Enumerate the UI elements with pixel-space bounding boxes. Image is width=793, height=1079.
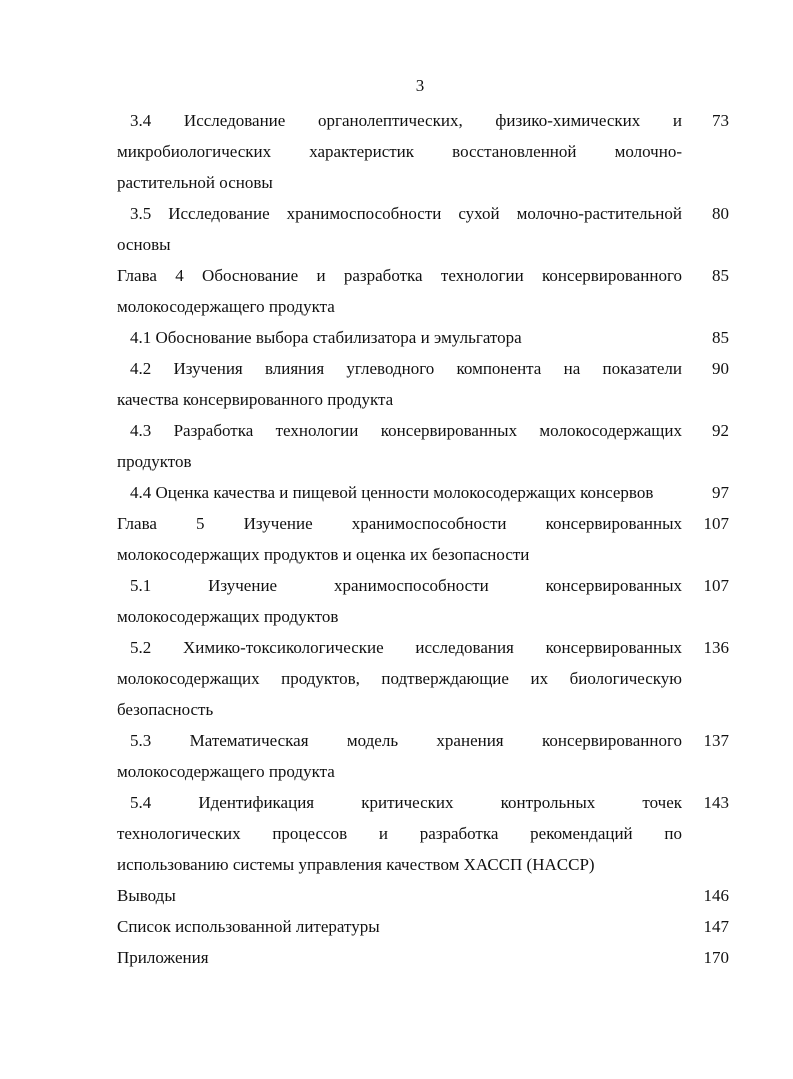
toc-entry-line: 3.5 Исследование хранимоспособности сухой молочно-растительной [130, 204, 682, 223]
toc-entry-page: 143 [703, 793, 729, 812]
toc-entry-line: молокосодержащих продуктов и оценка их безопасности [117, 545, 530, 564]
toc-entry-line: 4.3 Разработка технологии консервированных молокосодержащих [130, 421, 682, 440]
toc-entry-5-4 [117, 787, 729, 880]
toc-entry-3-4 [117, 105, 729, 198]
toc-entry-page: 90 [712, 359, 729, 378]
toc-entry-5-1 [117, 570, 729, 632]
toc-entry-line: 5.4 Идентификация критических контрольных точек [130, 793, 682, 812]
toc-entry-4-1 [117, 322, 729, 353]
page-number: 3 [415, 76, 425, 95]
toc-entry-page: 170 [703, 948, 729, 967]
toc-entry-line: безопасность [117, 700, 214, 719]
toc-entry-page: 85 [712, 328, 729, 347]
toc-entry-page: 136 [703, 638, 729, 657]
toc-entry-line: 4.4 Оценка качества и пищевой ценности молокосодержащих консервов [130, 483, 654, 502]
toc-entry-line: технологических процессов и разработка рекомендаций по [117, 824, 682, 843]
toc-entry-5-2 [117, 632, 729, 725]
toc-entry-line: 5.1 Изучение хранимоспособности консервированных [130, 576, 682, 595]
toc-entry-chapter-4 [117, 260, 729, 322]
table-of-contents [117, 105, 729, 973]
toc-entry-4-2 [117, 353, 729, 415]
toc-entry-line: Приложения [117, 948, 209, 967]
toc-entry-line: 5.2 Химико-токсикологические исследования консервированных [130, 638, 682, 657]
toc-entry-line: 3.4 Исследование органолептических, физико-химических и [130, 111, 682, 130]
toc-entry-line: микробиологических характеристик восстановленной молочно- [117, 142, 682, 161]
toc-entry-conclusions [117, 880, 729, 911]
toc-entry-line: молокосодержащих продуктов, подтверждающие их биологическую [117, 669, 682, 688]
toc-entry-chapter-5 [117, 508, 729, 570]
toc-entry-line: растительной основы [117, 173, 273, 192]
toc-entry-line: 5.3 Математическая модель хранения консервированного [130, 731, 682, 750]
toc-entry-page: 137 [703, 731, 729, 750]
toc-entry-page: 107 [703, 514, 729, 533]
toc-entry-line: Глава 4 Обоснование и разработка технологии консервированного [117, 266, 682, 285]
toc-entry-line: качества консервированного продукта [117, 390, 394, 409]
toc-entry-appendices [117, 942, 729, 973]
toc-entry-page: 80 [712, 204, 729, 223]
toc-entry-line: продуктов [117, 452, 192, 471]
toc-entry-3-5 [117, 198, 729, 260]
toc-entry-line: Выводы [117, 886, 176, 905]
toc-entry-references [117, 911, 729, 942]
toc-entry-line: 4.2 Изучения влияния углеводного компонента на показатели [130, 359, 682, 378]
toc-entry-line: молокосодержащего продукта [117, 297, 335, 316]
toc-entry-line: использованию системы управления качеством ХАССП (HACCP) [117, 855, 595, 874]
toc-entry-line: 4.1 Обоснование выбора стабилизатора и эмульгатора [130, 328, 522, 347]
toc-entry-page: 97 [712, 483, 729, 502]
toc-entry-line: молокосодержащих продуктов [117, 607, 339, 626]
toc-entry-page: 146 [703, 886, 729, 905]
toc-entry-page: 85 [712, 266, 729, 285]
toc-entry-line: Список использованной литературы [117, 917, 380, 936]
toc-entry-5-3 [117, 725, 729, 787]
toc-entry-page: 92 [712, 421, 729, 440]
toc-entry-4-3 [117, 415, 729, 477]
toc-entry-line: Глава 5 Изучение хранимоспособности консервированных [117, 514, 682, 533]
toc-entry-page: 147 [703, 917, 729, 936]
toc-entry-page: 107 [703, 576, 729, 595]
toc-entry-page: 73 [712, 111, 729, 130]
toc-entry-4-4 [117, 477, 729, 508]
toc-entry-line: молокосодержащего продукта [117, 762, 335, 781]
toc-entry-line: основы [117, 235, 171, 254]
